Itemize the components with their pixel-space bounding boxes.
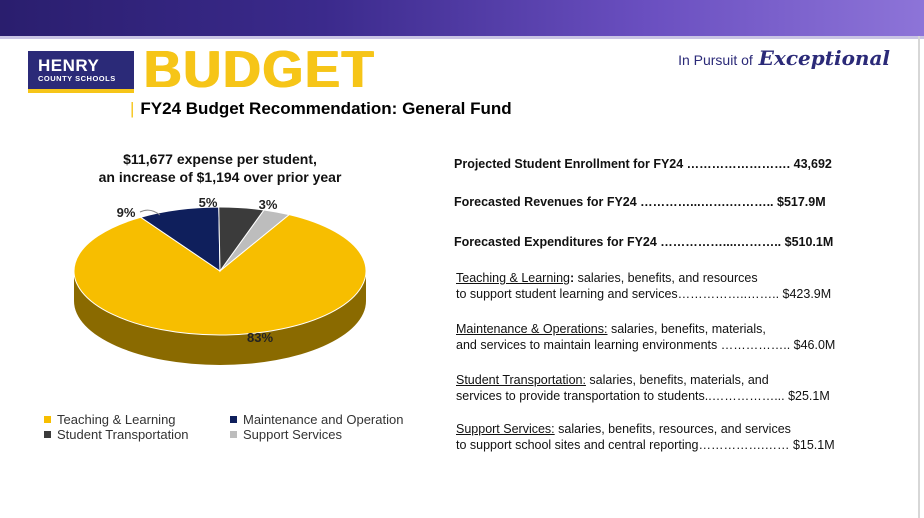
subtitle (130, 99, 512, 119)
tagline (678, 46, 890, 70)
legend-item (230, 427, 342, 442)
legend-label: Support Services (243, 427, 342, 442)
detail-line1: salaries, benefits, materials, (607, 322, 766, 336)
legend-item (230, 412, 403, 427)
legend-label: Student Transportation (57, 427, 189, 442)
legend-swatch (44, 416, 51, 423)
pie-chart (60, 185, 380, 400)
detail-line2: and services to maintain learning environments …………….. $46.0M (456, 338, 836, 352)
legend-swatch (44, 431, 51, 438)
pie-label-2: 5% (198, 195, 218, 210)
detail-support (456, 421, 835, 453)
tagline-prefix: In Pursuit of (678, 52, 753, 68)
detail-maintenance (456, 321, 835, 353)
detail-line1: salaries, benefits, resources, and services (554, 422, 791, 436)
legend-item (44, 427, 189, 442)
detail-heading: Maintenance & Operations: (456, 322, 608, 336)
chart-title-line2: an increase of $1,194 over prior year (98, 169, 342, 185)
detail-transportation (456, 372, 830, 404)
detail-heading: Student Transportation: (456, 373, 586, 387)
detail-line1: salaries, benefits, materials, and (585, 373, 769, 387)
detail-colon: : (569, 271, 575, 285)
expenditures-line: Forecasted Expenditures for FY24 ……………....……….. $510.1M (454, 235, 834, 249)
logo-accent-bar (28, 89, 134, 93)
detail-teaching (456, 270, 831, 302)
legend-label: Teaching & Learning (57, 412, 176, 427)
logo-line2: COUNTY SCHOOLS (38, 74, 116, 83)
legend-swatch (230, 431, 237, 438)
logo-line1: HENRY (38, 56, 100, 75)
slide-edge (918, 36, 920, 518)
detail-line2: to support student learning and services……………..…….. $423.9M (456, 287, 832, 301)
detail-heading: Teaching & Learning (456, 271, 570, 285)
pie-label-3: 3% (258, 197, 278, 212)
detail-line2: services to provide transportation to students..……………... $25.1M (456, 389, 830, 403)
pie-label-1: 9% (116, 205, 136, 220)
pie-label-0: 83% (246, 330, 274, 345)
henry-county-logo (28, 51, 134, 93)
page-title: BUDGET (144, 41, 376, 99)
legend-label: Maintenance and Operation (243, 412, 404, 427)
tagline-script: Exceptional (758, 46, 890, 70)
chart-title (70, 150, 370, 186)
chart-title-line1: $11,677 expense per student, (123, 151, 317, 167)
legend-item (44, 412, 176, 427)
detail-heading: Support Services: (456, 422, 555, 436)
detail-line2: to support school sites and central reporting…………….…… $15.1M (456, 438, 835, 452)
subtitle-text: FY24 Budget Recommendation: General Fund (140, 99, 512, 118)
revenues-line: Forecasted Revenues for FY24 …………...…….……….. $517.9M (454, 195, 826, 209)
enrollment-line: Projected Student Enrollment for FY24 ……………………. 43,692 (454, 157, 832, 171)
subtitle-bar: | (130, 99, 135, 118)
detail-line1: salaries, benefits, and resources (574, 271, 758, 285)
top-banner (0, 0, 924, 36)
legend-swatch (230, 416, 237, 423)
